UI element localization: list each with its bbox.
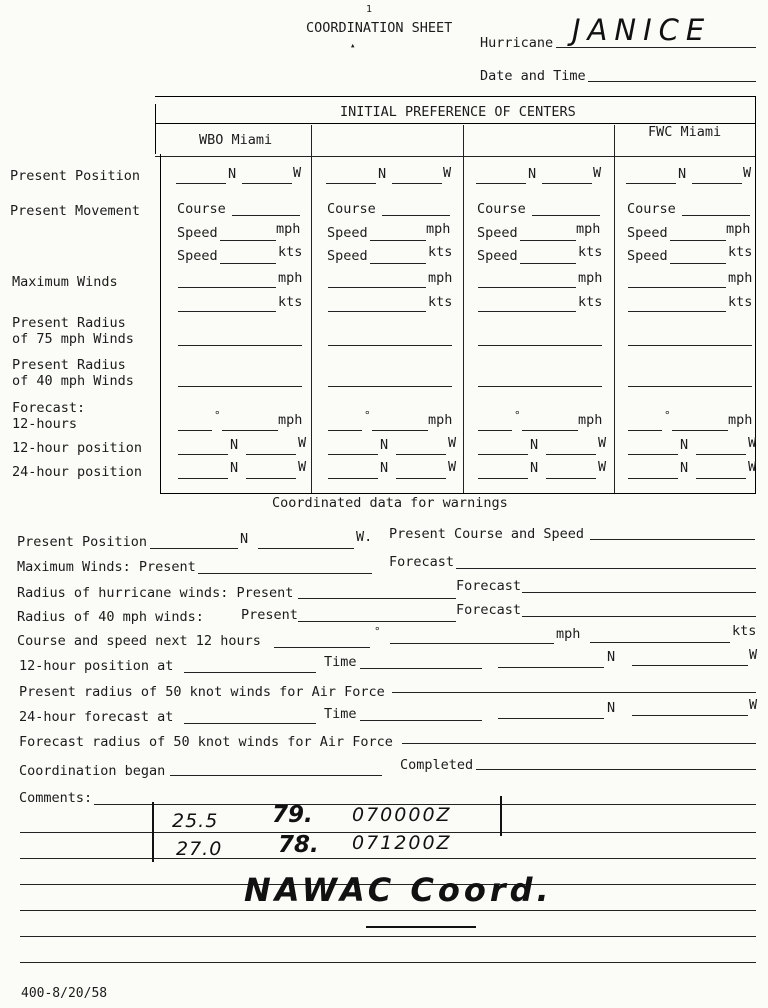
row-label-forecast-1: Forecast: (12, 400, 86, 416)
row-label-maximum-winds: Maximum Winds (12, 274, 118, 290)
handwritten-lat-1: 25.5 (172, 810, 219, 832)
forecast-course-line[interactable] (478, 430, 512, 431)
pos24-lat-line[interactable] (328, 478, 378, 479)
row-label-radius40-2: of 40 mph Winds (12, 373, 134, 389)
label-completed: Completed (400, 757, 474, 773)
speed-label-2: Speed (477, 248, 518, 264)
mph-label-2: mph (728, 270, 753, 286)
w-label-3: W (598, 459, 607, 475)
speed-label-2: Speed (627, 248, 668, 264)
pos12-lon-coord-line[interactable] (632, 665, 748, 666)
label-present-position: Present Position (17, 534, 148, 550)
table-left-border-top (155, 104, 156, 154)
handwritten-underline (366, 926, 476, 928)
handwritten-note: NAWAC Coord. (244, 871, 553, 909)
mph-label-3: mph (728, 412, 753, 428)
pos12-lat-line[interactable] (478, 454, 528, 455)
forecast-speed-line[interactable] (372, 430, 428, 431)
pos24-lon-line[interactable] (696, 478, 746, 479)
pos24-lon-line[interactable] (546, 478, 596, 479)
w-label-3: W (748, 459, 757, 475)
radius-hurricane-forecast-line[interactable] (522, 592, 756, 593)
hurricane-name: JANICE (572, 13, 712, 47)
handwritten-bracket-left (152, 802, 154, 862)
kts-label: kts (428, 244, 453, 260)
n-label-3: N (530, 460, 539, 476)
radius50-forecast-line[interactable] (402, 743, 756, 744)
label-forecast-2: Forecast (456, 578, 522, 594)
pos24-lat-line[interactable] (178, 478, 228, 479)
column-header-wbo-miami: WBO Miami (199, 132, 273, 148)
table-column-cells-4 (610, 0, 760, 1008)
mph-label-2: mph (278, 270, 303, 286)
pos24-lat-line[interactable] (628, 478, 678, 479)
pos12-lat-line[interactable] (328, 454, 378, 455)
radius75-field-line[interactable] (628, 345, 752, 346)
degree-mark: ° (214, 409, 221, 422)
row-label-pos12: 12-hour position (12, 440, 143, 456)
handwritten-lat-2: 27.0 (176, 838, 223, 860)
max-winds-present-line[interactable] (198, 573, 372, 574)
forecast-course-line[interactable] (328, 430, 362, 431)
pos12-lat-coord-line[interactable] (498, 667, 604, 668)
label-radius-40: Radius of 40 mph winds: (17, 609, 204, 625)
row-label-radius75-2: of 75 mph Winds (12, 331, 134, 347)
mph-label-3: mph (578, 412, 603, 428)
speed-label-2: Speed (177, 248, 218, 264)
mph-label-3: mph (428, 412, 453, 428)
pos24-lon-line[interactable] (396, 478, 446, 479)
speed-kts-field-line[interactable] (370, 263, 426, 264)
w-label-3: W (298, 459, 307, 475)
kts-label-2: kts (278, 294, 303, 310)
speed-kts-field-line[interactable] (520, 263, 576, 264)
kts-label-2: kts (428, 294, 453, 310)
label-comments: Comments: (19, 790, 93, 806)
n-label: N (528, 166, 537, 182)
course-field-line[interactable] (382, 215, 450, 216)
pos12-time-line[interactable] (360, 668, 482, 669)
w-label: W (443, 165, 452, 181)
label-time-2: Time (324, 706, 357, 722)
forecast-speed-line[interactable] (522, 430, 578, 431)
n-label-pos12: N (607, 649, 616, 665)
course-label: Course (627, 201, 676, 217)
max-winds-kts-line[interactable] (328, 311, 426, 312)
max-winds-mph-line[interactable] (628, 287, 726, 288)
n-label-2: N (380, 437, 389, 453)
next12-mph-line[interactable] (390, 643, 554, 644)
row-label-radius40-1: Present Radius (12, 357, 126, 373)
radius40-field-line[interactable] (178, 386, 302, 387)
radius-40-present-line[interactable] (298, 621, 456, 622)
degree-mark-coord: ° (374, 625, 381, 638)
label-forecast-1: Forecast (389, 554, 455, 570)
page-title: COORDINATION SHEET (306, 20, 453, 36)
course-field-line[interactable] (232, 215, 300, 216)
forecast24-time-line[interactable] (360, 720, 482, 721)
max-winds-kts-line[interactable] (178, 311, 276, 312)
n-label-2: N (680, 437, 689, 453)
w-label-2: W (598, 435, 607, 451)
lon-field-line[interactable] (392, 183, 442, 184)
forecast-course-line[interactable] (178, 430, 212, 431)
speed-mph-field-line[interactable] (220, 240, 276, 241)
coordination-began-line[interactable] (170, 775, 382, 776)
handwritten-time-1: 070000Z (352, 804, 452, 826)
w-label: W (743, 165, 752, 181)
speed-kts-field-line[interactable] (670, 263, 726, 264)
forecast24-lat-line[interactable] (498, 718, 604, 719)
radius75-field-line[interactable] (478, 345, 602, 346)
speed-label: Speed (177, 225, 218, 241)
column-header-fwc-miami: FWC Miami (648, 124, 722, 140)
n-label-2: N (530, 437, 539, 453)
comment-line-6[interactable] (20, 936, 756, 937)
kts-label: kts (728, 244, 753, 260)
n-label-forecast24: N (607, 700, 616, 716)
pos12-at-line[interactable] (184, 672, 316, 673)
mph-label: mph (726, 221, 751, 237)
forecast24-lon-line[interactable] (632, 715, 748, 716)
speed-label: Speed (327, 225, 368, 241)
pos12-lat-line[interactable] (178, 454, 228, 455)
speed-label: Speed (627, 225, 668, 241)
mph-label-3: mph (278, 412, 303, 428)
row-label-present-movement: Present Movement (10, 203, 141, 219)
speed-label-2: Speed (327, 248, 368, 264)
pos24-lat-line[interactable] (478, 478, 528, 479)
date-time-label: Date and Time (480, 68, 586, 84)
coordinated-title: Coordinated data for warnings (272, 495, 508, 511)
label-radius50-forecast: Forecast radius of 50 knot winds for Air Force (19, 734, 393, 750)
coord-lon-line[interactable] (258, 548, 354, 549)
n-label: N (678, 166, 687, 182)
label-radius50-present: Present radius of 50 knot winds for Air Force (19, 684, 385, 700)
course-label: Course (477, 201, 526, 217)
handwritten-lon-1: 79. (272, 802, 313, 828)
radius50-present-line[interactable] (392, 692, 756, 693)
mph-label-2: mph (428, 270, 453, 286)
row-label-present-position: Present Position (10, 168, 141, 184)
max-winds-mph-line[interactable] (178, 287, 276, 288)
label-forecast24-at: 24-hour forecast at (19, 709, 174, 725)
w-label-pos12: W (749, 647, 758, 663)
corner-mark: 1 (366, 4, 373, 15)
row-label-forecast-2: 12-hours (12, 416, 78, 432)
n-label: N (378, 166, 387, 182)
lon-field-line[interactable] (542, 183, 592, 184)
forecast-course-line[interactable] (628, 430, 662, 431)
next12-course-line[interactable] (274, 647, 370, 648)
label-course-speed-next12: Course and speed next 12 hours (17, 633, 261, 649)
present-course-speed-line[interactable] (590, 539, 755, 540)
label-present-course-speed: Present Course and Speed (389, 526, 585, 542)
pos12-lon-line[interactable] (246, 454, 296, 455)
forecast-speed-line[interactable] (672, 430, 728, 431)
lat-field-line[interactable] (326, 183, 376, 184)
label-radius-hurricane: Radius of hurricane winds: Present (17, 585, 294, 601)
lat-field-line[interactable] (626, 183, 676, 184)
speed-mph-field-line[interactable] (670, 240, 726, 241)
comment-line-3[interactable] (20, 858, 756, 859)
lon-field-line[interactable] (692, 183, 742, 184)
w-label-2: W (448, 435, 457, 451)
form-number: 400-8/20/58 (21, 986, 108, 1001)
kts-label: kts (578, 244, 603, 260)
next12-kts-line[interactable] (590, 642, 730, 643)
kts-label-2: kts (578, 294, 603, 310)
speed-label: Speed (477, 225, 518, 241)
label-time-1: Time (324, 654, 357, 670)
n-label-3: N (680, 460, 689, 476)
w-label-coord: W. (356, 529, 373, 545)
max-winds-mph-line[interactable] (328, 287, 426, 288)
pos12-lon-line[interactable] (546, 454, 596, 455)
mph-label: mph (576, 221, 601, 237)
kts-label-coord: kts (732, 623, 757, 639)
degree-mark: ° (664, 409, 671, 422)
forecast-speed-line[interactable] (222, 430, 278, 431)
pos12-lon-line[interactable] (396, 454, 446, 455)
w-label-2: W (298, 435, 307, 451)
radius-hurricane-present-line[interactable] (298, 598, 456, 599)
course-label: Course (327, 201, 376, 217)
w-label: W (293, 165, 302, 181)
mph-label: mph (426, 221, 451, 237)
speed-mph-field-line[interactable] (520, 240, 576, 241)
handwritten-time-2: 071200Z (352, 832, 452, 854)
comment-line-7[interactable] (20, 962, 756, 963)
dot-mark: ▴ (350, 41, 356, 51)
forecast24-at-line[interactable] (184, 723, 316, 724)
speed-kts-field-line[interactable] (220, 263, 276, 264)
mph-label-coord: mph (556, 626, 581, 642)
lat-field-line[interactable] (476, 183, 526, 184)
max-winds-kts-line[interactable] (478, 311, 576, 312)
radius75-field-line[interactable] (328, 345, 452, 346)
max-winds-kts-line[interactable] (628, 311, 726, 312)
kts-label-2: kts (728, 294, 753, 310)
pos12-lat-line[interactable] (628, 454, 678, 455)
n-label-3: N (230, 460, 239, 476)
comment-line-5[interactable] (20, 910, 756, 911)
radius40-field-line[interactable] (328, 386, 452, 387)
speed-mph-field-line[interactable] (370, 240, 426, 241)
mph-label-2: mph (578, 270, 603, 286)
degree-mark: ° (364, 409, 371, 422)
lat-field-line[interactable] (176, 183, 226, 184)
label-coordination-began: Coordination began (19, 763, 166, 779)
w-label-2: W (748, 435, 757, 451)
course-field-line[interactable] (682, 215, 750, 216)
n-label-3: N (380, 460, 389, 476)
n-label-2: N (230, 437, 239, 453)
n-label: N (228, 166, 237, 182)
course-label: Course (177, 201, 226, 217)
w-label-forecast24: W (749, 697, 758, 713)
coord-lat-line[interactable] (150, 548, 238, 549)
radius75-field-line[interactable] (178, 345, 302, 346)
completed-line[interactable] (476, 769, 756, 770)
label-forecast-3: Forecast (456, 602, 522, 618)
handwritten-bracket-right (500, 796, 502, 836)
w-label-3: W (448, 459, 457, 475)
table-title: INITIAL PREFERENCE OF CENTERS (340, 104, 576, 120)
handwritten-lon-2: 78. (278, 832, 319, 858)
mph-label: mph (276, 221, 301, 237)
course-field-line[interactable] (532, 215, 600, 216)
max-winds-forecast-line[interactable] (456, 568, 756, 569)
degree-mark: ° (514, 409, 521, 422)
row-label-pos24: 24-hour position (12, 464, 143, 480)
label-pos12-at: 12-hour position at (19, 658, 174, 674)
lon-field-line[interactable] (242, 183, 292, 184)
label-present: Present (241, 607, 298, 623)
n-label-coord: N (240, 531, 249, 547)
w-label: W (593, 165, 602, 181)
max-winds-mph-line[interactable] (478, 287, 576, 288)
row-label-radius75-1: Present Radius (12, 315, 126, 331)
label-max-winds-present: Maximum Winds: Present (17, 559, 196, 575)
kts-label: kts (278, 244, 303, 260)
pos24-lon-line[interactable] (246, 478, 296, 479)
radius-40-forecast-line[interactable] (522, 616, 756, 617)
radius40-field-line[interactable] (628, 386, 752, 387)
hurricane-label: Hurricane (480, 35, 554, 51)
radius40-field-line[interactable] (478, 386, 602, 387)
pos12-lon-line[interactable] (696, 454, 746, 455)
